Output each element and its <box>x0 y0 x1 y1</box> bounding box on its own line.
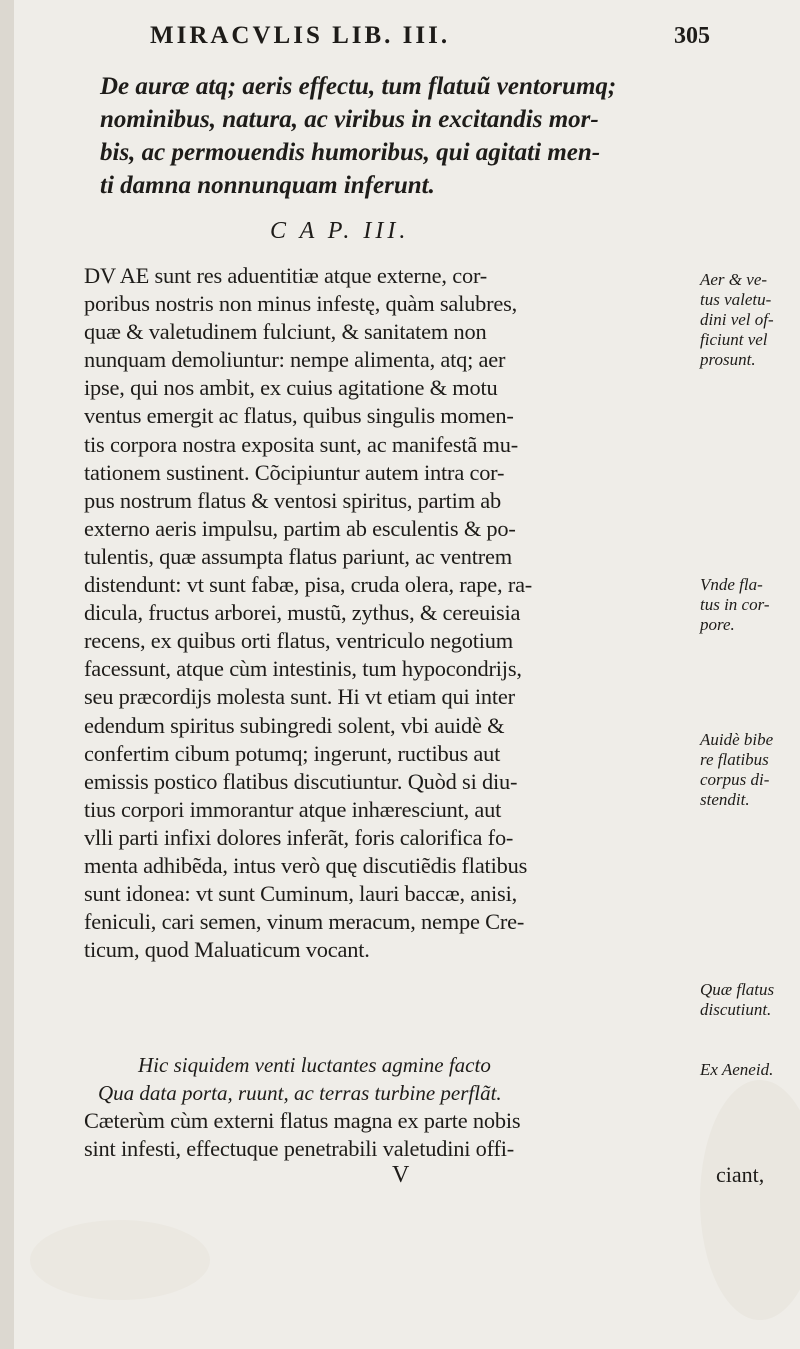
body-line: tationem sustinent. Cõcipiuntur autem intra cor- <box>84 459 505 485</box>
body-line: pus nostrum flatus & ventosi spiritus, partim ab <box>84 487 502 513</box>
margin-note-line: Quæ flatus <box>700 980 775 999</box>
body-line: recens, ex quibus orti flatus, ventriculo negotium <box>84 628 514 654</box>
body-line: dicula, fructus arborei, mustũ, zythus, & cereuisia <box>84 600 521 626</box>
margin-note-line: prosunt. <box>700 350 756 369</box>
body-line: ipse, qui nos ambit, ex cuius agitatione & motu <box>84 375 498 401</box>
margin-note-line: stendit. <box>700 790 750 809</box>
closing-paragraph <box>84 1107 684 1163</box>
margin-note-line: corpus di- <box>700 770 770 789</box>
body-line: edendum spiritus subingredi solent, vbi auidè & <box>84 712 505 738</box>
heading-line: De auræ atq; aeris effectu, tum flatuũ ventorumq; <box>100 73 617 100</box>
body-line: sint infesti, effectuque penetrabili valetudini offi- <box>84 1136 515 1162</box>
margin-note-aer <box>700 270 796 370</box>
body-line: ticum, quod Maluaticum vocant. <box>84 937 370 963</box>
body-line: Cæterùm cùm externi flatus magna ex parte nobis <box>84 1108 521 1133</box>
margin-note-line: Ex Aeneid. <box>700 1060 774 1079</box>
body-line: poribus nostris non minus infestę, quàm salubres, <box>84 291 517 317</box>
margin-note-line: dini vel of- <box>700 310 774 329</box>
body-line: quæ & valetudinem fulciunt, & sanitatem non <box>84 319 487 345</box>
body-line: tulentis, quæ assumpta flatus pariunt, ac ventrem <box>84 543 512 569</box>
margin-note-flatus <box>700 575 796 635</box>
section-heading <box>100 70 720 202</box>
catchword: ciant, <box>716 1162 765 1187</box>
running-title: MIRACVLIS LIB. III. <box>150 22 451 49</box>
body-line: confertim cibum potumq; ingerunt, ructibus aut <box>84 740 501 766</box>
signature-mark: V <box>392 1162 410 1188</box>
heading-line: nominibus, natura, ac viribus in excitandis mor- <box>100 106 599 133</box>
heading-line: bis, ac permouendis humoribus, qui agitati men- <box>100 139 601 166</box>
page-number: 305 <box>674 23 710 49</box>
margin-note-line: Auidè bibe <box>700 730 774 749</box>
body-line: tis corpora nostra exposita sunt, ac manifestã mu- <box>84 431 518 457</box>
body-line: nunquam demoliuntur: nempe alimenta, atq; aer <box>84 347 506 373</box>
margin-note-line: tus in cor- <box>700 595 770 614</box>
margin-note-line: ficiunt vel <box>700 330 768 349</box>
verse-quotation <box>98 1051 698 1107</box>
margin-note-aeneid <box>700 1060 796 1080</box>
body-line: feniculi, cari semen, vinum meracum, nempe Cre- <box>84 909 525 935</box>
margin-note-line: pore. <box>700 615 735 634</box>
margin-note-line: re flatibus <box>700 750 769 769</box>
body-line: tius corpori immorantur atque inhæresciunt, aut <box>84 796 502 822</box>
verse-line: Hic siquidem venti luctantes agmine facto <box>138 1053 491 1077</box>
body-line: ventus emergit ac flatus, quibus singulis momen- <box>84 403 514 429</box>
running-header <box>150 22 710 50</box>
margin-note-auide <box>700 730 796 810</box>
margin-note-line: tus valetu- <box>700 290 772 309</box>
heading-line: ti damna nonnunquam inferunt. <box>100 172 435 199</box>
chapter-title: C A P. III. <box>270 218 410 244</box>
body-line: menta adhibẽda, intus verò quę discutiẽdis flatibus <box>84 852 528 878</box>
body-line: seu præcordijs molesta sunt. Hi vt etiam qui inter <box>84 684 515 710</box>
margin-note-line: Vnde fla- <box>700 575 763 594</box>
margin-note-line: discutiunt. <box>700 1000 772 1019</box>
body-line: facessunt, atque cùm intestinis, tum hypocondrijs, <box>84 656 522 682</box>
body-line: vlli parti infixi dolores inferãt, foris calorifica fo- <box>84 824 514 850</box>
body-line: DV AE sunt res aduentitiæ atque externe, cor- <box>84 263 488 288</box>
body-line: externo aeris impulsu, partim ab esculentis & po- <box>84 515 516 541</box>
body-line: distendunt: vt sunt fabæ, pisa, cruda olera, rape, ra- <box>84 572 533 598</box>
body-line: emissis postico flatibus discutiuntur. Quòd si diu- <box>84 768 518 794</box>
body-text <box>84 262 690 964</box>
margin-note-line: Aer & ve- <box>700 270 768 289</box>
body-line: sunt idonea: vt sunt Cuminum, lauri baccæ, anisi, <box>84 881 517 907</box>
verse-line: Qua data porta, ruunt, ac terras turbine perflãt. <box>98 1081 502 1105</box>
margin-note-discutiunt <box>700 980 796 1020</box>
